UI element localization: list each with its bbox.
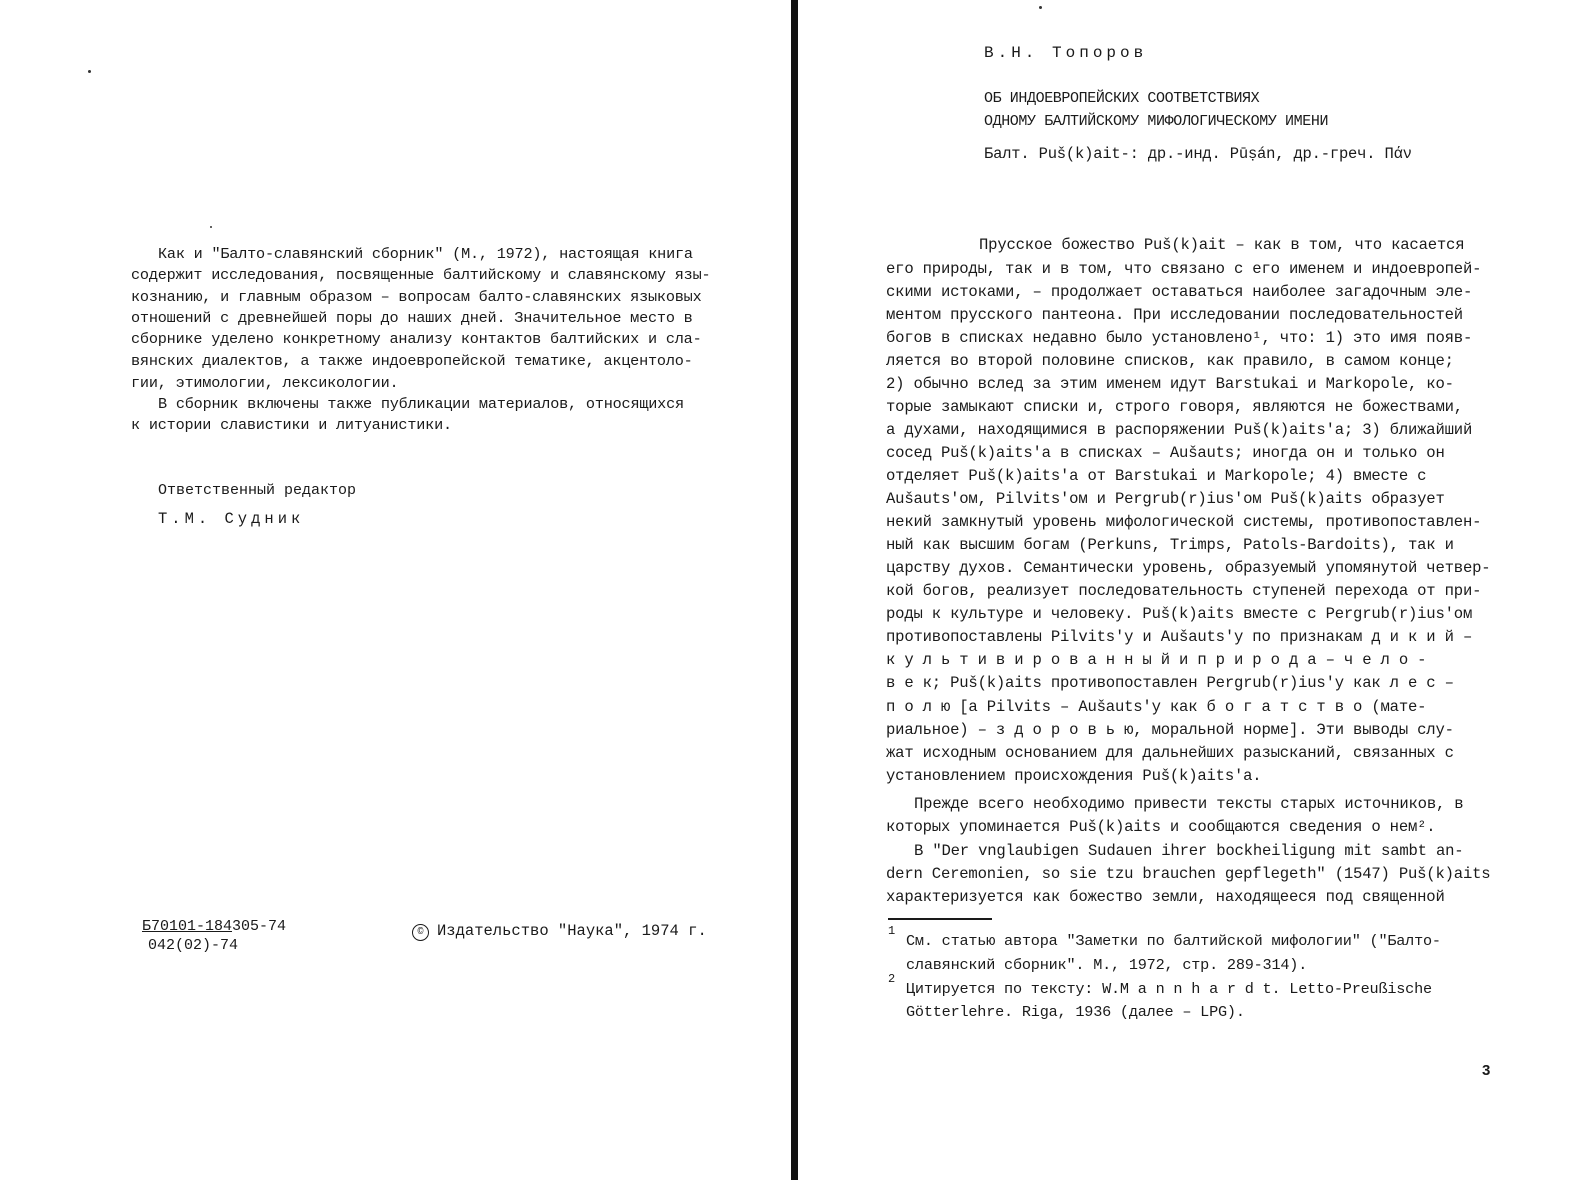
body-line: риальное) – з д о р о в ь ю, моральной норме]. Эти выводы слу- — [886, 721, 1454, 739]
abstract-line: гии, этимологии, лексикологии. — [131, 374, 399, 392]
body-line: в е к; Puš(k)aits противопоставлен Pergrub(r)ius'у как л е с – — [886, 674, 1454, 692]
body-line: его природы, так и в том, что связано с его именем и индоевропей- — [886, 260, 1482, 278]
article-author: В.Н. Топоров — [984, 44, 1148, 62]
catalog-code: 305-74 — [232, 918, 287, 935]
body-line: а духами, находящимися в распоряжении Puš(k)aits'a; 3) ближайший — [886, 421, 1473, 439]
catalog-top: Б70101-184 — [142, 918, 233, 935]
article-subtitle: Балт. Puš(k)ait-: др.-инд. Pūṣán, др.-греч. Πάν — [984, 145, 1412, 163]
scan-speck — [1039, 6, 1042, 9]
abstract-line: Как и "Балто-славянский сборник" (М., 1972), настоящая книга — [158, 245, 693, 263]
body-line: сосед Puš(k)aits'a в списках – Aušauts; иногда он и только он — [886, 444, 1445, 462]
body-line: кой богов, реализует последовательность ступеней перехода от при- — [886, 582, 1482, 600]
abstract-line: к истории славистики и литуанистики. — [131, 416, 452, 434]
abstract-line: кознанию, и главным образом – вопросам балто-славянских языковых — [131, 288, 702, 306]
scan-speck — [210, 226, 212, 228]
article-title-line: ОБ ИНДОЕВРОПЕЙСКИХ СООТВЕТСТВИЯХ — [984, 90, 1260, 107]
body-line: 2) обычно вслед за этим именем идут Barstukai и Markopole, ко- — [886, 375, 1454, 393]
body-line: богов в списках недавно было установлено¹, что: 1) это имя появ- — [886, 329, 1473, 347]
body-line: которых упоминается Puš(k)aits и сообщаются сведения о нем². — [886, 818, 1436, 836]
body-line: противопоставлены Pilvits'у и Aušauts'у по признакам д и к и й – — [886, 628, 1473, 646]
catalog-index — [142, 918, 286, 935]
body-line: роды к культуре и человеку. Puš(k)aits вместе с Pergrub(r)ius'ом — [886, 605, 1473, 623]
catalog-bottom: 042(02)-74 — [148, 937, 239, 954]
body-line: Прусское божество Puš(k)ait – как в том, что касается — [979, 236, 1465, 254]
abstract-line: вянских диалектов, а также индоевропейской тематике, акцентоло- — [131, 352, 693, 370]
body-line: В "Der vnglaubigen Sudauen ihrer bockheiligung mit sambt an- — [914, 842, 1464, 860]
abstract-line: отношений с древнейшей поры до наших дней. Значительное место в — [131, 309, 693, 327]
right-page — [796, 0, 1592, 1180]
body-line: установлением происхождения Puš(k)aits'a. — [886, 767, 1262, 785]
body-line: Aušauts'ом, Pilvits'ом и Pergrub(r)ius'ом Puš(k)aits образует — [886, 490, 1445, 508]
body-line: жат исходным основанием для дальнейших разысканий, связанных с — [886, 744, 1454, 762]
body-line: скими истоками, – продолжает оставаться наиболее загадочным эле- — [886, 283, 1473, 301]
copyright-icon: © — [412, 924, 429, 941]
publisher-text: Издательство "Наука", 1974 г. — [437, 922, 707, 940]
footnote-marker: 1 — [888, 924, 896, 938]
body-line: ный как высшим богам (Perkuns, Trimps, Patols-Bardoits), так и — [886, 536, 1454, 554]
page-number: 3 — [1482, 1062, 1491, 1079]
body-line: к у л ь т и в и р о в а н н ы й и п р и р о д а – ч е л о - — [886, 651, 1427, 669]
scan-speck — [88, 70, 91, 73]
footnote-line: славянский сборник". М., 1972, стр. 289-314). — [906, 956, 1308, 974]
publisher-line — [412, 922, 707, 941]
body-line: dern Ceremonien, so sie tzu brauchen gepflegeth" (1547) Puš(k)aits — [886, 865, 1491, 883]
body-line: п о л ю [а Pilvits – Aušauts'у как б о г а т с т в о (мате- — [886, 698, 1427, 716]
abstract-line: содержит исследования, посвященные балтийскому и славянскому язы- — [131, 266, 711, 284]
body-line: царству духов. Семантически уровень, образуемый упомянутой четвер- — [886, 559, 1491, 577]
footnote-line: Götterlehre. Riga, 1936 (далее – LPG). — [906, 1003, 1245, 1021]
footnote-line: См. статью автора "Заметки по балтийской мифологии" ("Балто- — [906, 932, 1441, 950]
body-line: отделяет Puš(k)aits'a от Barstukai и Markopole; 4) вместе с — [886, 467, 1427, 485]
abstract-line: В сборник включены также публикации материалов, относящихся — [158, 395, 684, 413]
body-line: некий замкнутый уровень мифологической системы, противопоставлен- — [886, 513, 1482, 531]
body-line: Прежде всего необходимо привести тексты старых источников, в — [914, 795, 1464, 813]
footnote-rule — [888, 918, 992, 920]
article-title-line: ОДНОМУ БАЛТИЙСКОМУ МИФОЛОГИЧЕСКОМУ ИМЕНИ — [984, 113, 1329, 130]
editor-label: Ответственный редактор — [158, 482, 357, 499]
footnote-marker: 2 — [888, 972, 896, 986]
body-line: ляется во второй половине списков, как правило, в самом конце; — [886, 352, 1454, 370]
editor-name: Т.М. Судник — [158, 510, 305, 528]
footnote-line: Цитируется по тексту: W.M a n n h a r d t. Letto-Preußische — [906, 980, 1432, 998]
abstract-line: сборнике уделено конкретному анализу контактов балтийских и сла- — [131, 330, 702, 348]
body-line: торые замыкают списки и, строго говоря, являются не божествами, — [886, 398, 1463, 416]
body-line: ментом прусского пантеона. При исследовании последовательностей — [886, 306, 1463, 324]
body-line: характеризуется как божество земли, находящееся под священной — [886, 888, 1445, 906]
